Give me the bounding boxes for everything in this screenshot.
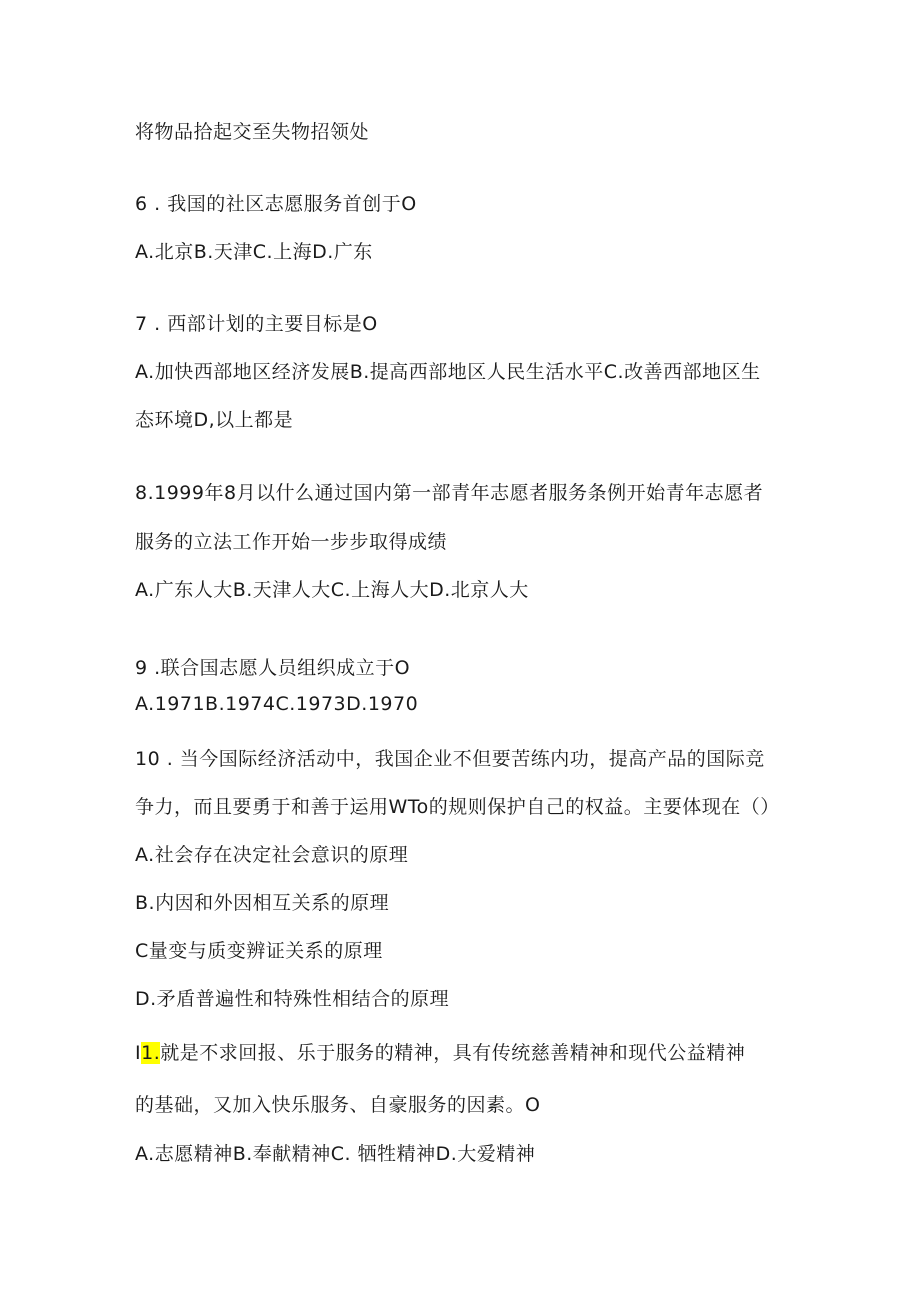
highlighted-number: 1.: [141, 1042, 161, 1064]
question-11-line1: [135, 1041, 745, 1065]
question-8-line2: 服务的立法工作开始一步步取得成绩: [135, 531, 448, 553]
question-10-option-b: B.内因和外因相互关系的原理: [135, 892, 390, 914]
question-11-text: 就是不求回报、乐于服务的精神，具有传统慈善精神和现代公益精神: [160, 1042, 746, 1064]
question-10-line2: 争力，而且要勇于和善于运用WTo的规则保护自己的权益。主要体现在（）: [135, 796, 780, 818]
question-10-option-c: C量变与质变辨证关系的原理: [135, 940, 383, 962]
question-11-line2: 的基础，又加入快乐服务、自豪服务的因素。O: [135, 1094, 541, 1116]
question-10-option-a: A.社会存在决定社会意识的原理: [135, 844, 409, 866]
question-11-options: A.志愿精神B.奉献精神C. 牺牲精神D.大爱精神: [135, 1143, 536, 1165]
question-8-line1: 8.1999年8月以什么通过国内第一部青年志愿者服务条例开始青年志愿者: [135, 482, 764, 504]
question-11-prefix: I: [135, 1042, 142, 1064]
question-7: 7 . 西部计划的主要目标是O: [135, 313, 378, 335]
question-6-options: A.北京B.天津C.上海D.广东: [135, 241, 373, 263]
question-10-option-d: D.矛盾普遍性和特殊性相结合的原理: [135, 988, 450, 1010]
question-10-line1: 10 . 当今国际经济活动中，我国企业不但要苦练内功，提高产品的国际竞: [135, 748, 765, 770]
question-8-options: A.广东人大B.天津人大C.上海人大D.北京人大: [135, 579, 529, 601]
question-7-options-line1: A.加快西部地区经济发展B.提高西部地区人民生活水平C.改善西部地区生: [135, 361, 761, 383]
text-line-prev-answer: 将物品拾起交至失物招领处: [135, 121, 370, 143]
question-9: 9 .联合国志愿人员组织成立于O: [135, 657, 411, 679]
question-7-options-line2: 态环境D,以上都是: [135, 409, 294, 431]
question-9-options: A.1971B.1974C.1973D.1970: [135, 693, 419, 715]
question-6: 6 . 我国的社区志愿服务首创于O: [135, 193, 417, 215]
